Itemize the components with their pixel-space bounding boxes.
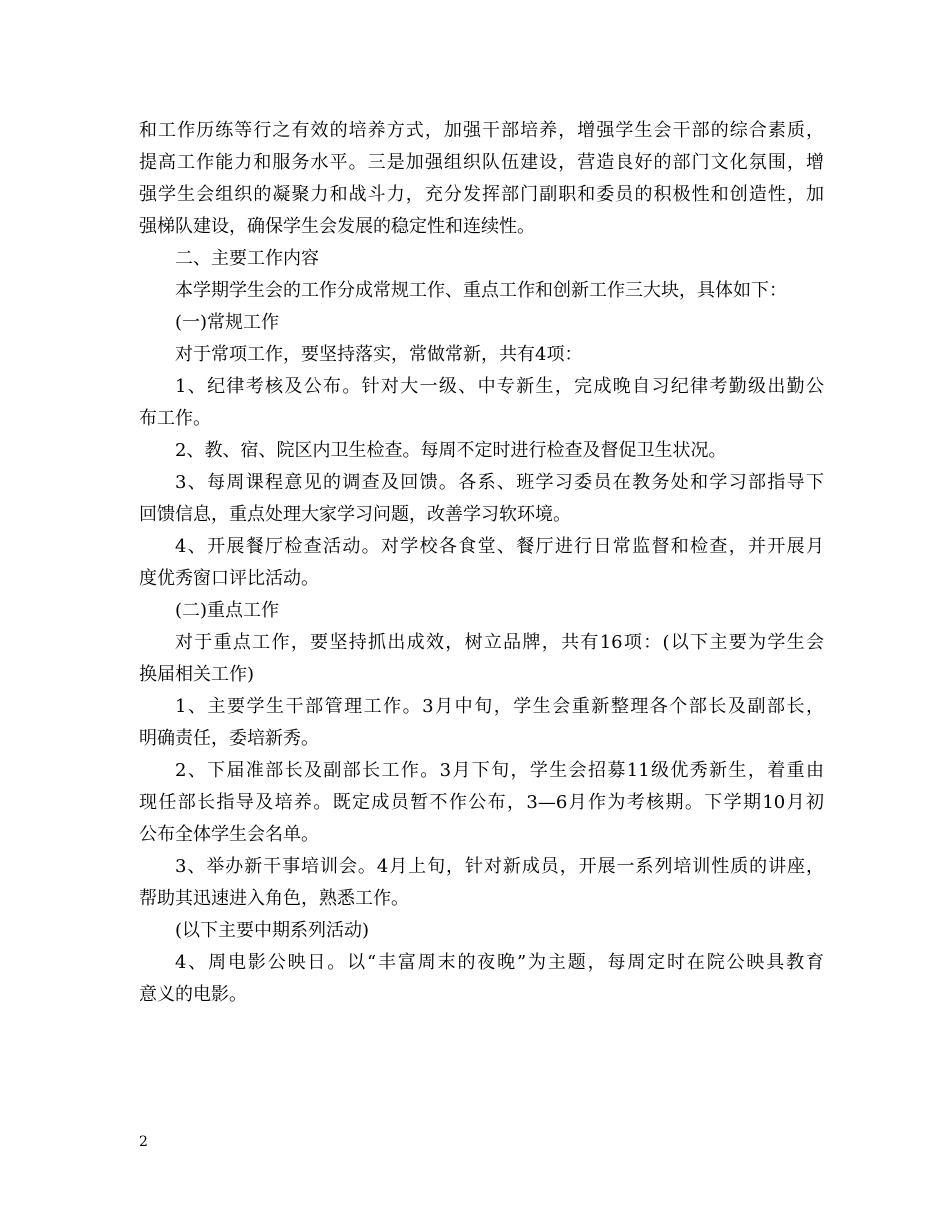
text-line: 布工作。 (139, 408, 211, 429)
text-line: 强学生会组织的凝聚力和战斗力，充分发挥部门副职和委员的积极性和创造性，加 (139, 184, 824, 205)
text-line: 强梯队建设，确保学生会发展的稳定性和连续性。 (139, 216, 535, 237)
text-line: 回馈信息，重点处理大家学习问题，改善学习软环境。 (139, 504, 571, 525)
page-number: 2 (139, 1134, 148, 1150)
text-line: 3、举办新干事培训会。4月上旬，针对新成员，开展一系列培训性质的讲座， (175, 856, 824, 877)
text-line: 提高工作能力和服务水平。三是加强组织队伍建设，营造良好的部门文化氛围，增 (139, 152, 824, 173)
text-line: 3、每周课程意见的调查及回馈。各系、班学习委员在教务处和学习部指导下 (175, 472, 824, 493)
text-line: 1、主要学生干部管理工作。3月中旬，学生会重新整理各个部长及副部长， (175, 696, 824, 717)
text-line: 4、开展餐厅检查活动。对学校各食堂、餐厅进行日常监督和检查，并开展月 (175, 536, 824, 557)
text-line: 和工作历练等行之有效的培养方式，加强干部培养，增强学生会干部的综合素质， (139, 120, 824, 141)
text-line: 二、主要工作内容 (175, 248, 319, 269)
text-line: 帮助其迅速进入角色，熟悉工作。 (139, 888, 409, 909)
text-line: 换届相关工作) (139, 664, 255, 685)
text-line: 对于重点工作，要坚持抓出成效，树立品牌，共有16项：(以下主要为学生会 (175, 632, 824, 653)
text-line: 现任部长指导及培养。既定成员暂不作公布，3—6月作为考核期。下学期10月初 (139, 792, 824, 813)
text-line: 2、教、宿、院区内卫生检查。每周不定时进行检查及督促卫生状况。 (175, 440, 727, 461)
text-line: 意义的电影。 (139, 984, 247, 1005)
text-line: 公布全体学生会名单。 (139, 824, 319, 845)
text-line: 4、周电影公映日。以“丰富周末的夜晚”为主题，每周定时在院公映具教育 (175, 952, 824, 973)
text-line: 明确责任，委培新秀。 (139, 728, 319, 749)
text-line: 1、纪律考核及公布。针对大一级、中专新生，完成晚自习纪律考勤级出勤公 (175, 376, 824, 397)
text-line: 2、下届准部长及副部长工作。3月下旬，学生会招募11级优秀新生，着重由 (175, 760, 824, 781)
text-line: (以下主要中期系列活动) (175, 920, 370, 941)
text-line: (一)常规工作 (175, 312, 280, 333)
text-line: 本学期学生会的工作分成常规工作、重点工作和创新工作三大块，具体如下： (175, 280, 787, 301)
text-line: (二)重点工作 (175, 600, 280, 621)
text-line: 对于常项工作，要坚持落实，常做常新，共有4项： (175, 344, 583, 365)
text-line: 度优秀窗口评比活动。 (139, 568, 319, 589)
body-text (139, 115, 824, 1011)
